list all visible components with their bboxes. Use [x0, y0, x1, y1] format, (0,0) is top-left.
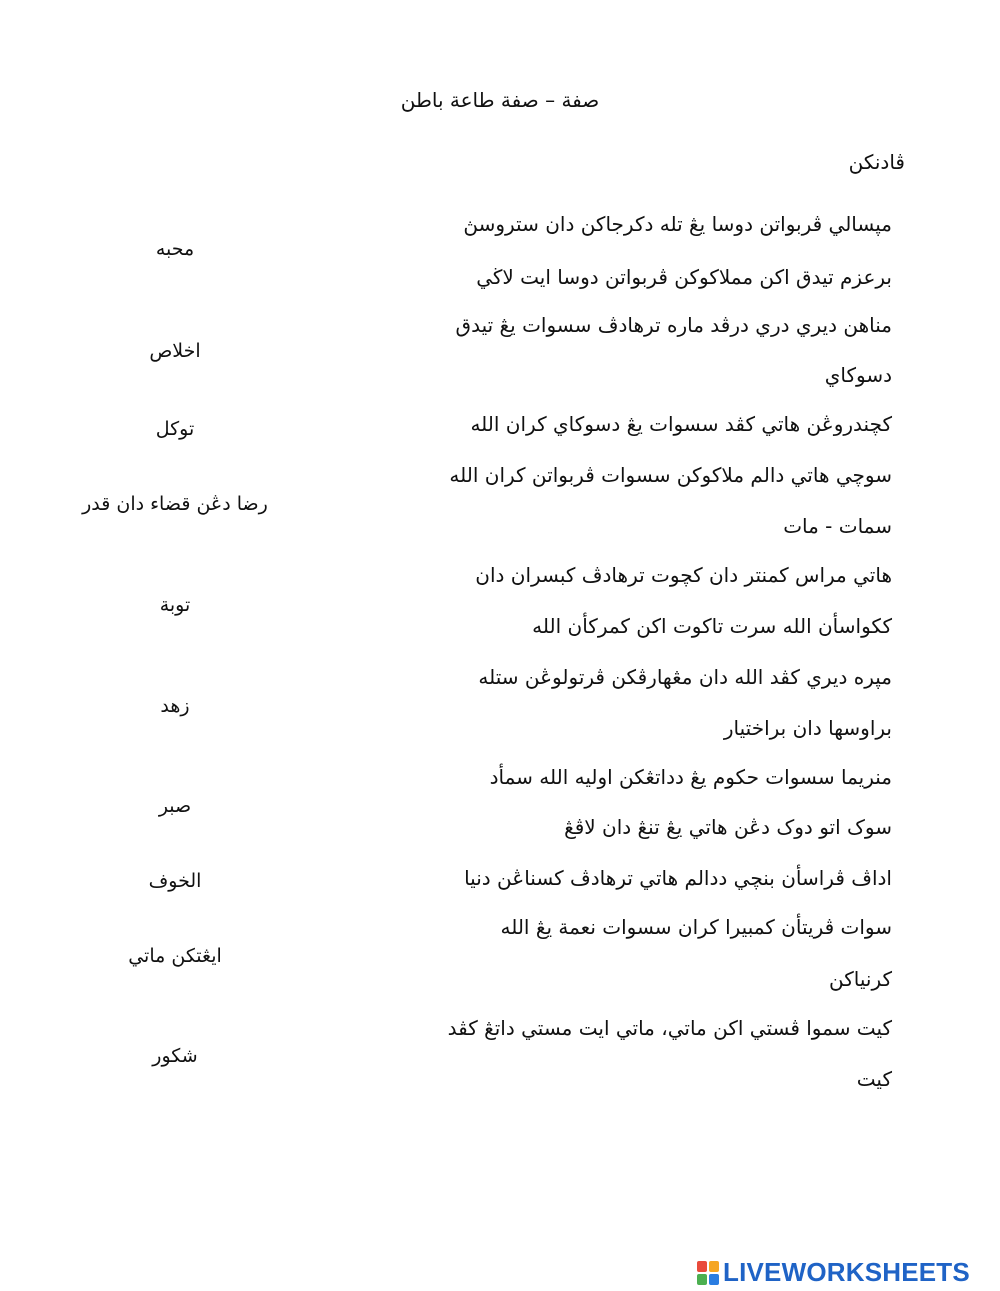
description-line: برعزم تيدق اکن مملاکوکن ڤربواتن دوسا ايت لاڬي: [476, 265, 892, 289]
logo-block-blue: [709, 1274, 719, 1285]
term-label: توبة: [159, 594, 191, 616]
description-line: سوات ڤريتأن کمبيرا کران سسوات نعمة يڠ الله: [500, 915, 892, 939]
logo-block-red: [697, 1261, 707, 1272]
term-label: محبه: [155, 238, 195, 260]
description-line: کيت سموا ڤستي اکن ماتي، ماتي ايت مستي داتڠ کڤد: [447, 1016, 892, 1040]
description-line: ککواسأن الله سرت تاکوت اکن کمرکأن الله: [532, 614, 892, 638]
term-label: رضا دڠن قضاء دان قدر: [82, 493, 268, 515]
logo-block-green: [697, 1274, 707, 1285]
description-line: براوسها دان براختيار: [723, 716, 892, 740]
term-label: صبر: [158, 795, 192, 817]
description-line: مپره ديري کڤد الله دان مڠهارڤکن ڤرتولوڠن ستله: [478, 665, 892, 689]
worksheet-title: صفة – صفة طاعة باطن: [400, 88, 600, 112]
description-line: دسوکاي: [824, 363, 892, 387]
description-line: اداڤ ڤراسأن بنچي ددالم هاتي ترهادڤ کسناڠن دنيا: [464, 866, 892, 890]
description-line: کرنياکن: [829, 967, 892, 991]
description-line: هاتي مراس کمنتر دان کچوت ترهادڤ کبسران دان: [475, 563, 892, 587]
liveworksheets-logo-icon: [697, 1261, 719, 1285]
logo-block-orange: [709, 1261, 719, 1272]
description-line: مپسالي ڤربواتن دوسا يڠ تله دکرجاکن دان ستروسڽ: [463, 212, 892, 236]
liveworksheets-logo-text: LIVEWORKSHEETS: [723, 1257, 970, 1287]
description-line: کيت: [856, 1067, 892, 1091]
worksheet-subtitle: ڤادنكن: [848, 150, 905, 174]
description-line: منريما سسوات حکوم يڠ دداتڠکن اوليه الله سمأد: [489, 765, 892, 789]
description-line: کچندروڠن هاتي کڤد سسوات يڠ دسوکاي کران الله: [470, 412, 892, 436]
description-line: سمات - مات: [783, 514, 892, 538]
term-label: توکل: [155, 418, 195, 440]
liveworksheets-logo: [697, 1257, 970, 1288]
term-label: شکور: [152, 1045, 198, 1067]
term-label: اخلاص: [149, 340, 201, 362]
term-label: ايڠتکن ماتي: [128, 945, 222, 967]
term-label: زهد: [160, 695, 190, 717]
description-line: سوچي هاتي دالم ملاکوکن سسوات ڤربواتن کران الله: [449, 463, 892, 487]
description-line: مناهن ديري دري درڤد ماره ترهادڤ سسوات يڠ تيدق: [455, 313, 892, 337]
description-line: سوک اتو دوک دڠن هاتي يڠ تنڠ دان لاڤڠ: [564, 815, 892, 839]
term-label: الخوف: [148, 870, 202, 892]
